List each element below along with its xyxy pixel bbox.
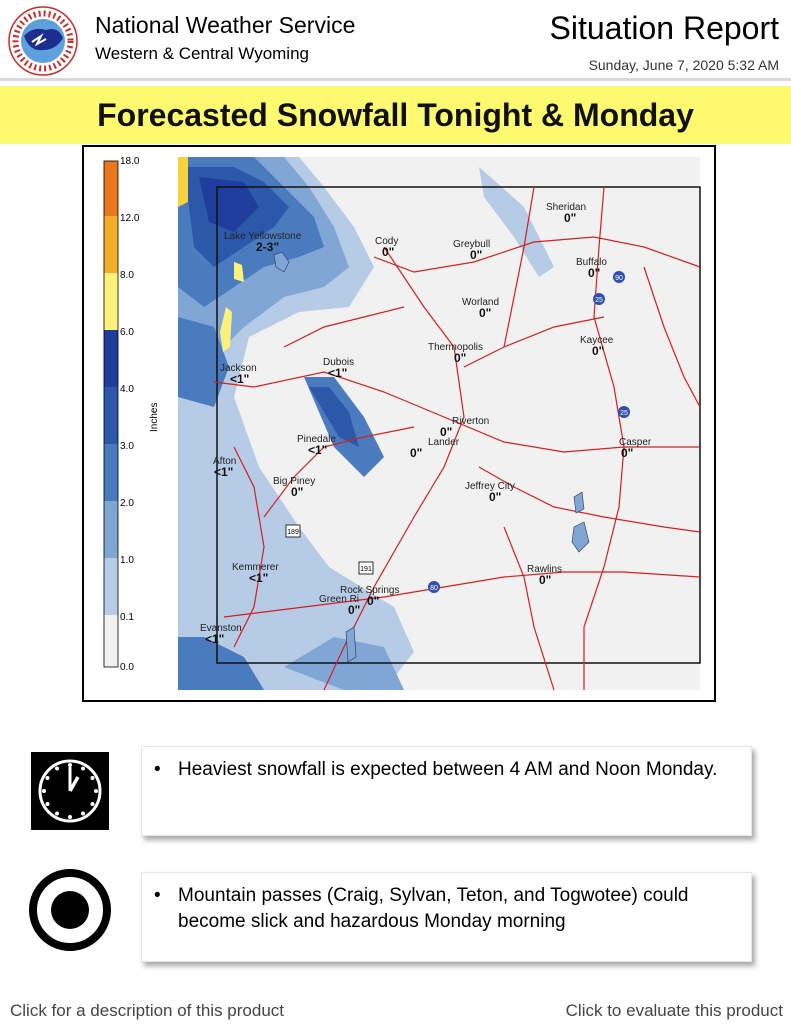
snowfall-value: <1" xyxy=(249,571,269,585)
svg-text:25: 25 xyxy=(620,410,628,417)
snowfall-value: 0" xyxy=(367,594,380,608)
highway-shield xyxy=(613,271,625,283)
org-name: National Weather Service xyxy=(95,12,356,38)
snowfall-map xyxy=(82,145,716,702)
snowfall-value: <1" xyxy=(308,443,328,457)
bullet-dot: • xyxy=(154,759,161,780)
snowfall-value: <1" xyxy=(230,372,250,386)
bullet-text: Heaviest snowfall is expected between 4 AM and Noon Monday. xyxy=(178,759,718,780)
svg-text:90: 90 xyxy=(615,275,623,282)
svg-text:80: 80 xyxy=(430,585,438,592)
city-name: Evanston xyxy=(200,623,242,634)
snowfall-value: 0" xyxy=(291,485,304,499)
city-name: Worland xyxy=(462,297,500,308)
svg-text:191: 191 xyxy=(360,566,372,573)
snowfall-value: 0" xyxy=(592,344,605,358)
city-name: Afton xyxy=(213,456,237,467)
legend-swatch xyxy=(104,558,118,615)
bullet-box-passes xyxy=(141,872,752,962)
snowfall-value: 0" xyxy=(440,425,453,439)
snowfall-value: <1" xyxy=(328,366,348,380)
snowfall-value: 0" xyxy=(621,446,634,460)
bullet-box-timing xyxy=(141,746,752,836)
legend-swatch xyxy=(104,501,118,558)
bullet-text: Mountain passes (Craig, Sylvan, Teton, and Togwotee) could become slick and hazardous Monday morning xyxy=(178,885,689,932)
highway-shield xyxy=(618,406,630,418)
city-name: Riverton xyxy=(452,416,490,427)
city-name: Lander xyxy=(428,437,460,448)
target-icon xyxy=(28,868,112,952)
city-name: Lake Yellowstone xyxy=(224,231,302,242)
title-banner xyxy=(0,86,791,144)
city-name: Dubois xyxy=(323,357,355,368)
nws-logo[interactable] xyxy=(8,6,78,76)
legend-swatch xyxy=(104,161,118,216)
svg-text:25: 25 xyxy=(595,297,603,304)
snowfall-value: 0" xyxy=(470,248,483,262)
snowfall-value: 0" xyxy=(382,245,395,259)
legend-tick: 12.0 xyxy=(120,213,140,224)
banner-title: Forecasted Snowfall Tonight & Monday xyxy=(97,96,694,133)
report-date: Sunday, June 7, 2020 5:32 AM xyxy=(588,57,779,73)
city-name: Pinedale xyxy=(297,434,336,445)
legend-tick: 2.0 xyxy=(120,498,134,509)
city-name: Kemmerer xyxy=(232,562,279,573)
legend-tick: 1.0 xyxy=(120,555,134,566)
header-divider xyxy=(0,78,791,81)
city-name: Jackson xyxy=(220,363,257,374)
legend-tick: 0.1 xyxy=(120,612,134,623)
city-name: Green Ri xyxy=(319,594,360,605)
city-name: Jeffrey City xyxy=(465,481,515,492)
legend-tick: 0.0 xyxy=(120,662,134,673)
snowfall-value: 0" xyxy=(410,446,423,460)
org-subtitle: Western & Central Wyoming xyxy=(95,44,309,63)
legend-tick: 3.0 xyxy=(120,441,134,452)
city-name: Rawlins xyxy=(527,564,563,575)
snowfall-value: <1" xyxy=(205,632,225,646)
snowfall-value: <1" xyxy=(214,465,234,479)
header xyxy=(0,0,791,80)
snowfall-map-graphic xyxy=(84,147,714,700)
highway-shield xyxy=(359,562,373,574)
snowfall-value: 0" xyxy=(588,266,601,280)
highway-shield xyxy=(286,525,300,537)
city-name: Cody xyxy=(375,236,399,247)
legend-swatch xyxy=(104,330,118,387)
city-name: Kaycee xyxy=(580,335,614,346)
city-name: Casper xyxy=(619,437,652,448)
lake xyxy=(346,627,356,662)
svg-text:189: 189 xyxy=(287,529,299,536)
city-name: Big Piney xyxy=(273,476,316,487)
snowfall-value: 0" xyxy=(454,351,467,365)
legend-tick: 4.0 xyxy=(120,384,134,395)
clock-icon xyxy=(31,752,109,830)
legend-swatch xyxy=(104,615,118,667)
bullet-dot: • xyxy=(154,885,161,906)
snowfall-value: 2-3" xyxy=(256,240,280,254)
snowfall-value: 0" xyxy=(348,603,361,617)
legend-tick: 8.0 xyxy=(120,270,134,281)
legend-unit-label: Inches xyxy=(149,402,160,432)
legend-tick: 18.0 xyxy=(120,156,140,167)
legend-swatch xyxy=(104,216,118,273)
snowfall-legend xyxy=(104,156,160,673)
legend-swatch xyxy=(104,444,118,501)
evaluate-product-link[interactable]: Click to evaluate this product xyxy=(565,1001,783,1020)
city-name: Greybull xyxy=(453,239,491,250)
city-name: Rock Springs xyxy=(340,585,400,596)
highway-shield xyxy=(593,293,605,305)
legend-tick: 6.0 xyxy=(120,327,134,338)
snowfall-value: 0" xyxy=(489,490,502,504)
product-description-link[interactable]: Click for a description of this product xyxy=(10,1001,285,1020)
snowfall-value: 0" xyxy=(539,573,552,587)
legend-swatch xyxy=(104,387,118,444)
snowfall-value: 0" xyxy=(564,211,577,225)
city-name: Sheridan xyxy=(546,202,587,213)
highway-shield xyxy=(428,581,440,593)
report-title: Situation Report xyxy=(549,10,779,46)
snowfall-value: 0" xyxy=(479,306,492,320)
city-name: Buffalo xyxy=(576,257,607,268)
legend-swatch xyxy=(104,273,118,330)
city-name: Thermopolis xyxy=(428,342,484,353)
